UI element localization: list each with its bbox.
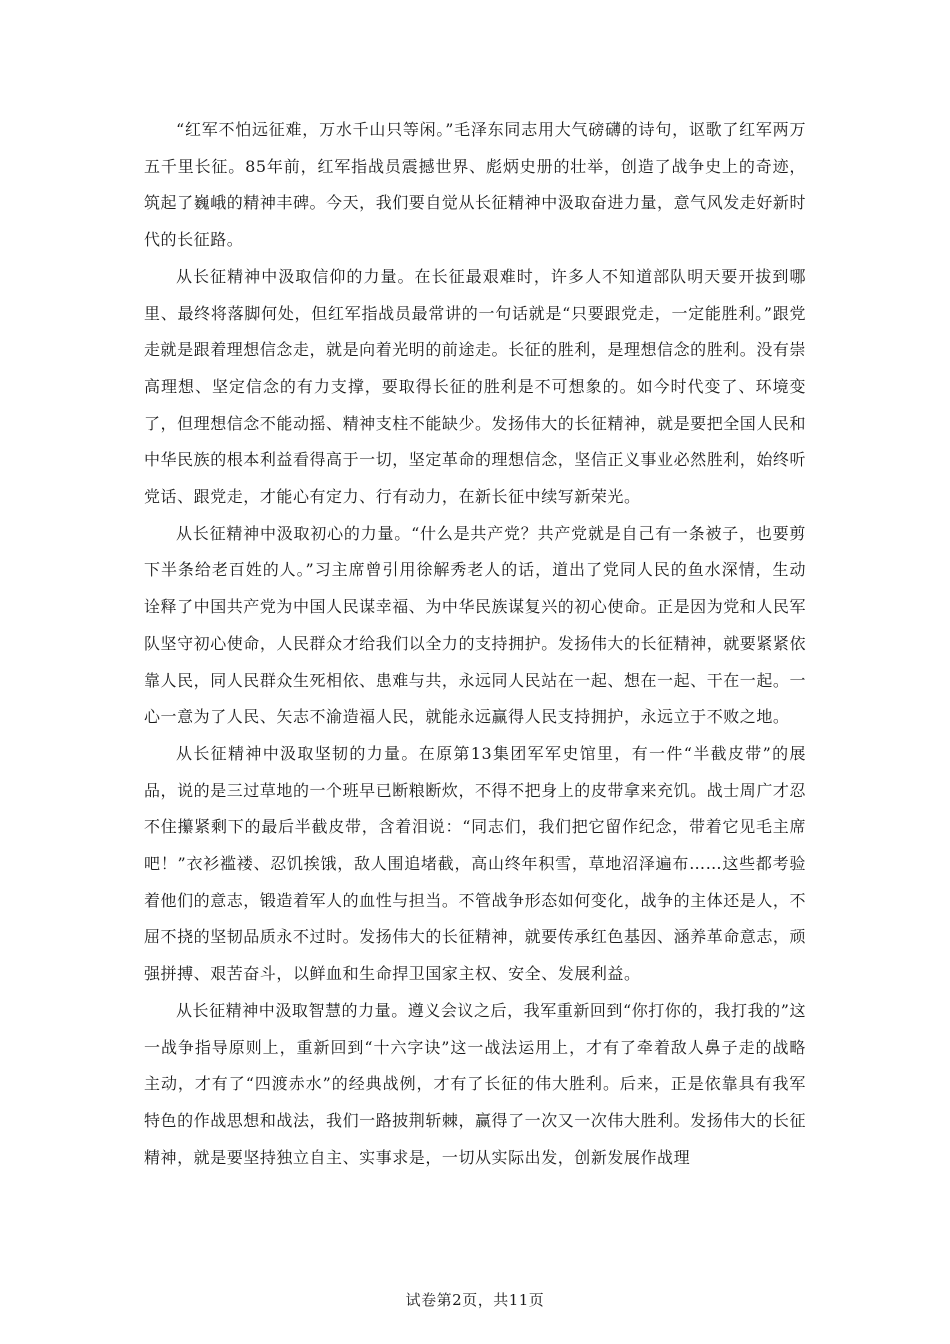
paragraph-intro: “红军不怕远征难，万水千山只等闲。”毛泽东同志用大气磅礴的诗句，讴歌了红军两万五千里长征。85年前，红军指战员震撼世界、彪炳史册的壮举，创造了战争史上的奇迹，筑起了巍峨的精神丰碑。今天，我们要自觉从长征精神中汲取奋进力量，意气风发走好新时代的长征路。 bbox=[144, 120, 807, 250]
page-footer: 试卷第2页，共11页 bbox=[405, 1291, 545, 1309]
paragraph-original-aspiration: 从长征精神中汲取初心的力量。“什么是共产党？共产党就是自己有一条被子，也要剪下半条给老百姓的人。”习主席曾引用徐解秀老人的话，道出了党同人民的鱼水深情，生动诠释了中国共产党为中国人民谋幸福、为中华民族谋复兴的初心使命。正是因为党和人民军队坚守初心使命，人民群众才给我们以全力的支持拥护。发扬伟大的长征精神，就要紧紧依靠人民，同人民群众生死相依、患难与共，永远同人民站在一起、想在一起、干在一起。一心一意为了人民、矢志不渝造福人民，就能永远赢得人民支持拥护，永远立于不败之地。 bbox=[144, 523, 807, 727]
paragraph-faith: 从长征精神中汲取信仰的力量。在长征最艰难时，许多人不知道部队明天要开拔到哪里、最终将落脚何处，但红军指战员最常讲的一句话就是“只要跟党走，一定能胜利。”跟党走就是跟着理想信念走，就是向着光明的前途走。长征的胜利，是理想信念的胜利。没有崇高理想、坚定信念的有力支撑，要取得长征的胜利是不可想象的。如今时代变了、环境变了，但理想信念不能动摇、精神支柱不能缺少。发扬伟大的长征精神，就是要把全国人民和中华民族的根本利益看得高于一切，坚定革命的理想信念，坚信正义事业必然胜利，始终听党话、跟党走，才能心有定力、行有动力，在新长征中续写新荣光。 bbox=[144, 266, 807, 507]
paragraph-tenacity: 从长征精神中汲取坚韧的力量。在原第13集团军军史馆里，有一件“半截皮带”的展品，说的是三过草地的一个班早已断粮断炊，不得不把身上的皮带拿来充饥。战士周广才忍不住攥紧剩下的最后半截皮带，含着泪说：“同志们，我们把它留作纪念，带着它见毛主席吧！”衣衫褴褛、忍饥挨饿，敌人围追堵截，高山终年积雪，草地沼泽遍布……这些都考验着他们的意志，锻造着军人的血性与担当。不管战争形态如何变化，战争的主体还是人，不屈不挠的坚韧品质永不过时。发扬伟大的长征精神，就要传承红色基因、涵养革命意志，顽强拼搏、艰苦奋斗，以鲜血和生命捍卫国家主权、安全、发展利益。 bbox=[144, 743, 807, 984]
paragraph-wisdom: 从长征精神中汲取智慧的力量。遵义会议之后，我军重新回到“你打你的，我打我的”这一战争指导原则上，重新回到“十六字诀”这一战法运用上，才有了牵着敌人鼻子走的战略主动，才有了“四渡赤水”的经典战例，才有了长征的伟大胜利。后来，正是依靠具有我军特色的作战思想和战法，我们一路披荆斩棘，赢得了一次又一次伟大胜利。发扬伟大的长征精神，就是要坚持独立自主、实事求是，一切从实际出发，创新发展作战理 bbox=[144, 1000, 807, 1167]
article-body bbox=[144, 112, 806, 1176]
